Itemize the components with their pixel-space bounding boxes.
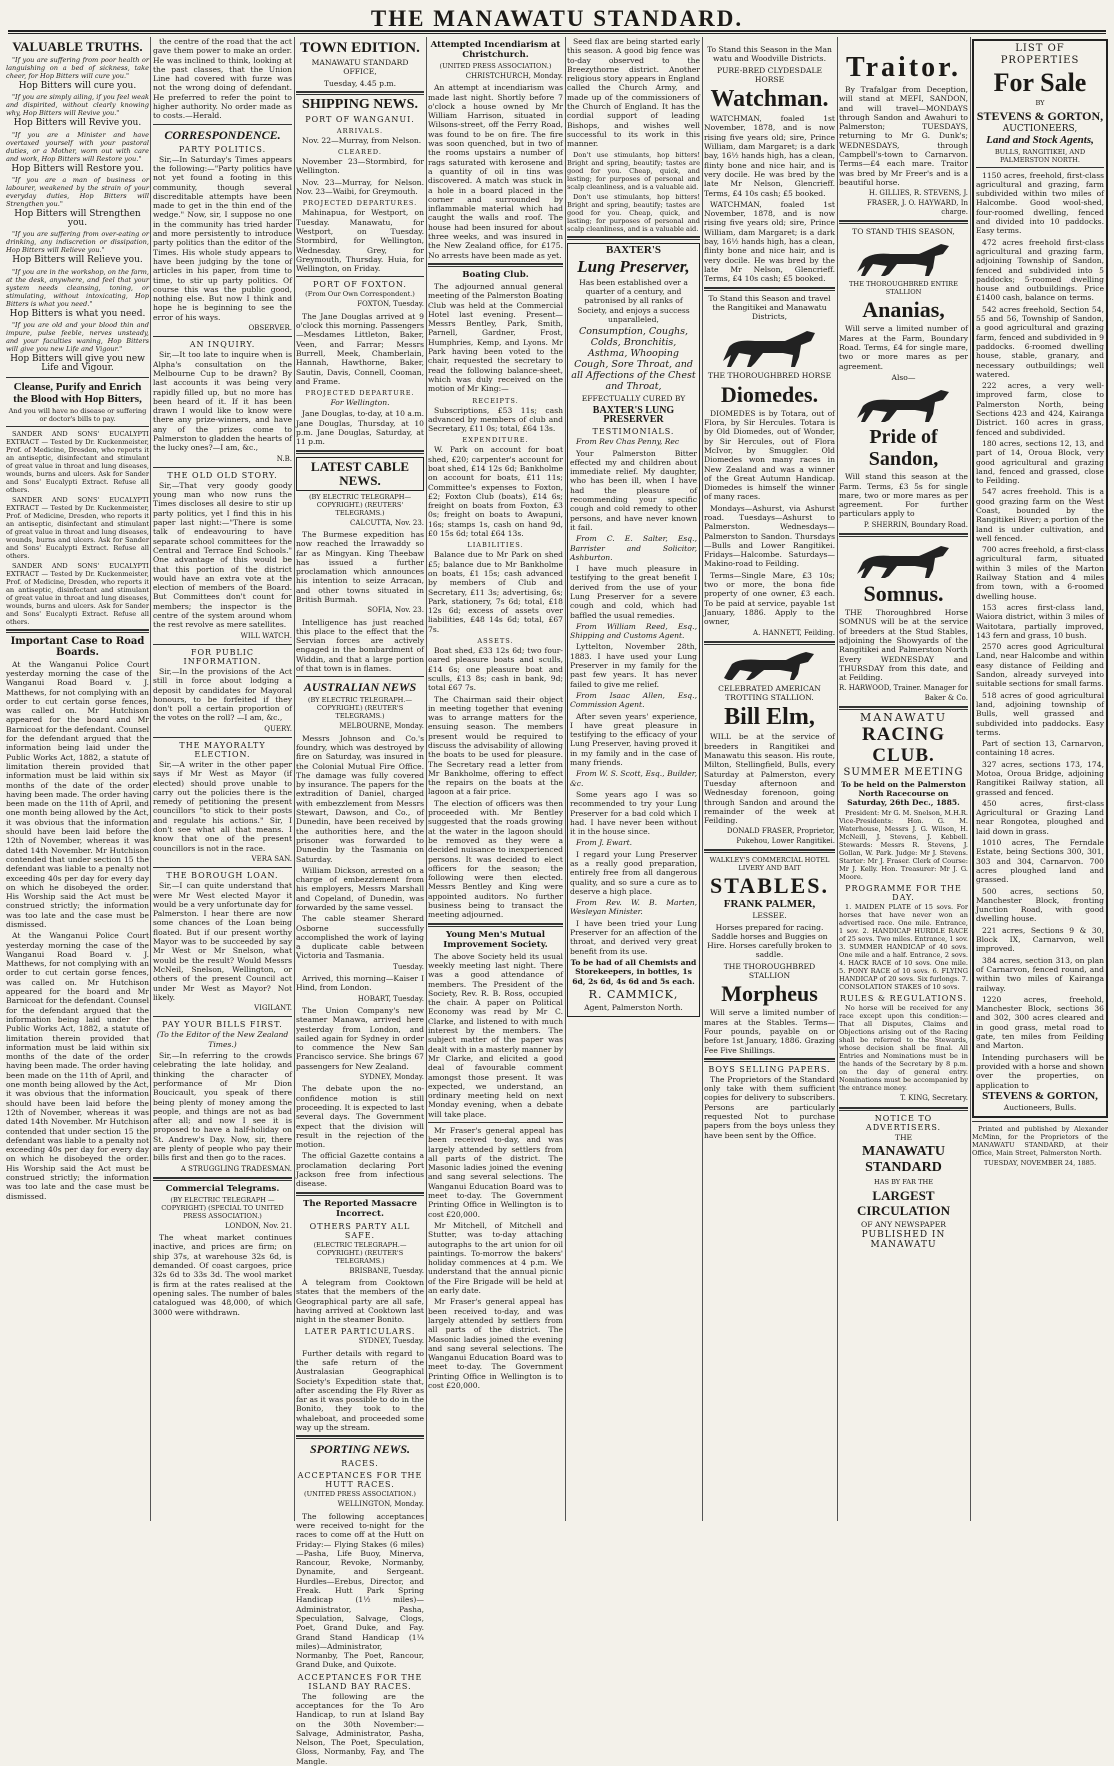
testimonial-text: I have been tried your Lung Preserver for an affection of the throat, and derived very great benefit from its use. [570, 918, 697, 956]
letter-heading: PARTY POLITICS. [178, 144, 267, 154]
letter-text: Sir,—I can quite understand that were Mr West elected Mayor it would be a very unfortunate day for Palmerston. I hear there are now some chances of the Loan being floated. But if our present worthy Mayor was to be succeeded by say Mr West or Mr Snelson, what would be the result? Would Messrs McNeil, Snelson, Wellington, or others of the present Council act under Mr West as Mayor? Not likely. [153, 881, 292, 1002]
divider [839, 1107, 968, 1111]
news-text: A telegram from Cooktown states that the members of the Geographical party are all safe, having arrived at Cooktown last night in the steamer Bonito. [296, 1277, 424, 1325]
intending-purchasers: Intending purchasers will be provided with a horse and shown over the properties, on application to [976, 1052, 1104, 1090]
testimonial-text: Some years ago I was so recommended to try your Lung Preserver for a bad cold which I had. I have never been without it in the house since. [570, 789, 697, 837]
column-6 [704, 37, 835, 1521]
property-item: 518 acres of good agricultural land, adjoining township of Bulls, well grassed and subdivided into paddocks. Easy terms. [976, 690, 1104, 737]
testimonial-from: From Isaac Allen, Esq., Commission Agent. [570, 690, 697, 710]
traitor-title: Traitor. [846, 52, 961, 83]
divider [704, 849, 835, 853]
ad-text: WILL be at the service of breeders in Rangitikei and Manawatu this season. His route, Milton, Stellingfield, Bulls, every Saturday at Palmerston, every Tuesday afternoon and Wednesday forenoon, going through Sandon and around the remainder of the week at Feilding. [704, 732, 835, 826]
dateline: CHRISTCHURCH, Monday. [465, 72, 563, 80]
truth-refrain: Hop Bitters will Revive you. [13, 118, 142, 129]
boating-club-heading: Boating Club. [462, 269, 529, 280]
shipping-text: November 23—Stormbird, for Wellington. [296, 157, 424, 176]
horse-illustration-icon [849, 238, 959, 278]
baxter-title: Lung Preserver, [577, 256, 690, 276]
divider [428, 263, 563, 267]
cable-text: Intelligence has just reached this place to the effect that the Servian forces are actively engaged in the bombardment of Widdin, and that a large portion of that town is in flames. [296, 617, 424, 674]
imprint: Printed and published by Alexander McMinn, for the Proprietors of the MANAWATU STANDARD, at their Office, Main Street, Palmerston North. [972, 1125, 1108, 1158]
letter-signature: VERA SAN. [251, 854, 292, 863]
divider [428, 923, 563, 927]
small-ad: Don't use stimulants, hop bitters! Bright and spring, beautify; tastes are good for you. Cheap, quick, and lasting; for purposes of personal and scalp cleanliness, and is a valuable aid. [567, 150, 700, 191]
cleanse-slogan: Cleanse, Purify and Enrich the Blood with Hop Bitters, [13, 380, 142, 405]
hop-bitters-heading: VALUABLE TRUTHS. [12, 39, 143, 54]
sanders-ad: SANDER AND SONS' EUCALYPTI EXTRACT — Tested by Dr. Kuckenmeister, Prof. of Medicine, Dresden, who reports it an antiseptic, disinfectant and stimulant of great value in throat and lung diseases, wounds, burns and ulcers. Ask for Sander and Sons' Eucalypti Extract. Refuse all others. [6, 495, 149, 560]
property-item: 542 acres freehold, Section 54, 55 and 56, Township of Sandon, a good agricultural and grazing farm, fenced and subdivided in 9 paddocks. 6-roomed dwelling house, stable, granary, and necessary outbuildings; well watered. [976, 304, 1104, 379]
news-text: Mr Fraser's general appeal has been received to-day, and was largely attended by settlers from all parts of the district. The Masonic ladies joined the evening and sang several selections. The Wanganui Education Board was to meet to-day. The Government Printing Office in Wellington is to cost £20,000. [428, 1297, 563, 1390]
subhead: (BY ELECTRIC TELEGRAPH.—COPYRIGHT.) (REUTER'S TELEGRAMS.) [307, 696, 413, 721]
news-text: Messrs Johnson and Co.'s foundry, which was destroyed by fire on Saturday, was insured in the Colonial Mutual Fire Office. The damage was fully covered by insurance. The papers for the extradition of Daniel, charged with embezzlement from Messrs Stewart, Dawson, and Co., of Dunedin, have been received by the authorities here, and the prisoner was forwarded to Dunedin by the Tasmania on Saturday. [296, 733, 424, 864]
subhead: (ELECTRIC TELEGRAPH.—COPYRIGHT.) (REUTER'S TELEGRAMS.) [313, 1240, 407, 1265]
notice-largest: LARGEST CIRCULATION [857, 1188, 950, 1219]
letter-heading: FOR PUBLIC INFORMATION. [183, 647, 262, 666]
divider [567, 236, 700, 240]
masthead-rule-thin [8, 33, 1106, 34]
testimonial-from: From Rev. W. B. Marten, Wesleyan Minister. [570, 898, 697, 917]
horse-illustration-icon [849, 384, 959, 424]
letter-heading: THE MAYORALTY ELECTION. [179, 741, 266, 759]
subhead: ASSETS. [477, 637, 514, 646]
ad-signature: T. KING, Secretary. [900, 1094, 968, 1103]
horse-kind: THE THOROUGHBRED HORSE [707, 371, 832, 381]
testimonial-text: Your Palmerston Bitter effected my and children about immediate relief. My daughter, who has been ill, when I have had the pleasure of recommending your specific cough and cold remedy to other persons, and have never known it fail. [570, 448, 697, 532]
masthead [0, 6, 1114, 32]
summer-meeting: SUMMER MEETING [843, 767, 964, 779]
property-item: 700 acres freehold, a first-class agricultural farm, situated within 3 miles of the Marton Railway Station and 4 miles from town, with a 6-roomed dwelling house. [976, 545, 1104, 601]
news-text: Mr Fraser's general appeal has been received to-day, and was largely attended by settlers from all parts of the district. The Masonic ladies joined the evening and sang several selections. The Wanganui Education Board was to meet to-day. The Government Printing Office in Wellington is to cost £20,000. [428, 1125, 563, 1219]
divider [296, 1192, 424, 1196]
commercial-heading: Commercial Telegrams. [165, 1183, 280, 1194]
truth-refrain: Hop Bitters will cure you. [18, 81, 137, 91]
divider [153, 867, 292, 868]
horse-illustration-icon [715, 323, 825, 369]
notice-standard: MANAWATU STANDARD [862, 1144, 945, 1176]
masthead-rule [8, 30, 1106, 32]
massacre-heading: The Reported Massacre Incorrect. [303, 1198, 417, 1219]
stables-owner: FRANK PALMER, [723, 898, 816, 910]
office-line: MANAWATU STANDARD OFFICE, [311, 58, 409, 77]
agent-place: Agent, Palmerston North. [584, 1002, 683, 1012]
divider [839, 533, 968, 537]
imprint-date: TUESDAY, NOVEMBER 24, 1885. [983, 1159, 1097, 1168]
divider [6, 377, 149, 378]
ananias-title: Ananias, [862, 297, 945, 323]
shipping-text: Jane Douglas, to-day, at 10 a.m. Jane Douglas, Thursday, at 10 p.m. Jane Douglas, Saturday, at 11 p.m. [296, 409, 424, 447]
sanders-ad: SANDER AND SONS' EUCALYPTI EXTRACT — Tested by Dr. Kuckenmeister, Prof. of Medicine, Dresden, who reports it an antiseptic, disinfectant and stimulant of great value in throat and lung diseases, wounds, burns and ulcers. Ask for Sander and Sons' Eucalypti Extract. Refuse all others. [6, 429, 149, 494]
column-1 [6, 37, 149, 1521]
column-8 [972, 37, 1108, 1521]
divider [296, 450, 424, 454]
somnus-title: Somnus. [863, 581, 944, 607]
baxter-cured: EFFECTUALLY CURED BY [581, 394, 686, 404]
dateline: MELBOURNE, Monday. [339, 722, 424, 731]
ad-text: WATCHMAN, foaled 1st November, 1878, and is now rising five years old; sire, Prince William, dam Margaret; is a dark bay, 16½ hands high, has a clean, flinty bone and nice hair, and is very docile. He was bred by the late Mr Nelson, Glencrieff. Terms, £4 10s cash; £5 booked. [704, 199, 835, 284]
letter-heading: THE BOROUGH LOAN. [166, 871, 279, 881]
column-7 [839, 37, 968, 1521]
horse-kind: THE THOROUGHBRED ENTIRE STALLION [849, 280, 958, 297]
property-item: 222 acres, a very well-improved farm, close to Palmerston North, being Sections 423 and 424, Kairanga District. 160 acres in grass, fenced and subdivided. [976, 381, 1104, 437]
dateline: SOFIA, Nov. 23. [367, 606, 424, 615]
watchman-title: Watchman. [710, 86, 829, 113]
ymmi-heading: Young Men's Mutual Improvement Society. [443, 929, 548, 950]
divider [296, 676, 424, 677]
divider [153, 1016, 292, 1017]
property-item: Part of section 13, Carnarvon, containing 18 acres. [976, 739, 1104, 758]
news-text: William Dickson, arrested on a charge of embezzlement from his employers, Messrs Marshall and Copeland, of Dunedin, was forwarded by the same vessel. [296, 865, 424, 912]
column-4 [428, 37, 563, 1521]
news-text: W. Park on account for boat shed, £20; carpenter's account for boat shed, £14 12s 6d; Bankholme on account for boats, £11 11s; Committee's expenses to Foxton, £2; Foxton Club (boats), £14 6s; freight on boats from Foxton, £3 0s; freight on boats to Awapuni, 16s; stamps 1s, cash on hand 9d, £0 15s 6d; total £64 13s. [428, 445, 563, 539]
road-boards-text: At the Wanganui Police Court yesterday morning the case of the Wanganui Road Board v. J. Matthews, for not complying with an order to cut certain gorse fences, was called on. Mr Hutchison appeared for the board and Mr Barnicoat for the defendant. Counsel for the defendant argued that the information being laid under the Public Works Act, 1882, a statute of limitation therein provided that information must be laid within six months of the date of the order having been made. The order having been made on the 11th of April, and one month being allowed by the Act, it was obvious that the information should have been laid before the 12th of November, whereas it was dated 14th November. Mr Hutchison contended that under section 15 the defendant was liable to a penalty not exceeding 40s per day for every day on which he disobeyed the order. His Worship said the Act must be construed strictly; the information was too late and the case must be dismissed. [6, 931, 149, 1201]
news-text: The Union Company's new steamer Manawa, arrived here yesterday from London, and sailed again for Sydney in order to commence the New San Francisco service. She brings 67 passengers for New Zealand. [296, 1005, 424, 1071]
letter-text: Sir,—A writer in the other paper says if Mr West as Mayor (if elected) should prove unable to carry out the policies there is the remedy of petitioning the present councillors "to stick to their posts and regulate his actions." Sir, I don't see what all that means. I know that one of the present councillors is not in the race. [153, 760, 292, 853]
divider [704, 1058, 835, 1062]
ad-text: Will serve a limited number of mares at the Stables. Terms—Four pounds, payable on or before 1st January, 1886. Grazing Fee Five Shillings. [704, 1008, 835, 1055]
stand-notice: To Stand this Season and travel the Rangitikei and Manawatu Districts, [708, 293, 831, 322]
truth-refrain: Hop Bitters will Relieve you. [12, 255, 143, 266]
stables-lessee: LESSEE. [752, 911, 787, 921]
cable-news-heading: LATEST CABLE NEWS. [296, 457, 424, 491]
stables-head: WALKLEY'S COMMERCIAL HOTEL LIVERY AND BAIT [709, 856, 830, 872]
ad-text: Horses prepared for racing. Saddle horses and Buggies on Hire. Horses carefully broken to saddle. [707, 922, 832, 960]
town-edition-heading: TOWN EDITION. [300, 40, 420, 56]
notice-heading: NOTICE TO ADVERTISERS. [865, 1113, 942, 1132]
baxter-name: BAXTER'S LUNG PRESERVER [592, 404, 675, 425]
small-ad: Don't use stimulants, hop bitters! Bright and spring, beautify; tastes are good for you. Cheap, quick, and lasting; for purposes of personal and scalp cleanliness, and is a valuable aid. [567, 192, 700, 233]
article-text: the centre of the road that the act gave them power to make an order. He was inclined to think, looking at the past classes, that the Union Line had covered with furze was not the wrong doing of defendant. He preferred to refer the point to higher authority. No order made as to costs.—Herald. [153, 37, 292, 121]
property-item: 450 acres, first-class Agricultural or Grazing Land near Rongotea, ploughed and laid down in grass. [976, 798, 1104, 836]
column-5 [567, 37, 700, 1521]
letter-heading: AN INQUIRY. [189, 340, 256, 350]
testimonial-from: From William Reed, Esq., Shipping and Customs Agent. [570, 621, 697, 641]
property-item: 472 acres freehold first-class agricultural and grazing farm, adjoining Township of Sandon, fenced and subdivided into 5 paddocks; 5-roomed dwelling house and outbuildings. Price £1400 cash, balance on terms. [976, 237, 1104, 303]
truth-item: "If you are a man of business or labourer, weakened by the strain of your everyday duties, Hop Bitters will Strengthen you." [6, 175, 149, 208]
testimonial-from: From Rev Chas Penny, Rec [576, 437, 680, 447]
subhead: LATER PARTICULARS. [304, 1327, 416, 1337]
baxter-name: BAXTER'S [605, 243, 662, 256]
firm-place: Auctioneers, Bulls. [1003, 1103, 1077, 1113]
dateline: Tuesday. [393, 962, 424, 971]
stand-notice: To Stand this Season in the Man watu and Woodville Districts. [707, 45, 832, 64]
ad-signature: P. SHERRIN, Boundary Road. [863, 520, 968, 529]
firm-name: STEVENS & GORTON, [982, 1089, 1098, 1102]
news-text: Further details with regard to the safe return of the Australasian Geographical Society's Expedition state that, after ascending the Fly River as far as it was possible to do in the Bonito, they took to the whaleboat, and proceeded some way up the stream. [296, 1348, 424, 1433]
port-heading: PORT OF WANGANUI. [305, 114, 415, 124]
divider [428, 1122, 563, 1123]
truth-refrain: Hop Bitters will Strengthen you. [14, 208, 141, 229]
dateline: HOBART, Tuesday. [357, 994, 424, 1003]
pride-title: Pride of Sandon, [868, 426, 939, 471]
column-rule [702, 37, 703, 1521]
boys-heading: BOYS SELLING PAPERS. [708, 1064, 831, 1074]
column-rule [426, 37, 427, 1521]
ad-text: THE Thoroughbred Horse SOMNUS will be at the service of breeders at the Stud Stables, adjoining the Showyards of the Rangitikei and Palmerston North Every WEDNESDAY and THURSDAY from this date, and at Feilding. [839, 608, 968, 683]
horse-kind: CELEBRATED AMERICAN TROTTING STALLION. [718, 683, 821, 703]
letter-text: Sir,—In referring to the crowds celebrating the late holiday, and thinking the character of performance of Mr Dion Boucicault, you speak of there being plenty of money among the people, and things are not as bad after all; and now I see it is proposed to have a half-holiday on St. Andrew's Day. Now, sir, there are plenty of people who pay their bills first and then go to the races. [153, 1051, 292, 1163]
property-item: 180 acres, sections 12, 13, and part of 14, Oroua Block, very good agricultural and grazing land, fenced and grassed, close to Feilding. [976, 438, 1104, 486]
column-rule [565, 37, 566, 1521]
officers: President: Mr G. M. Snelson, M.H.R. Vice-Presidents: Hon. G. M. Waterhouse, Messrs J. G. Wilson, H. McNeill, J. Stevens, J. Kebbell. Stewards: Messrs R. Stevens, J. Gollan, W. Park. Judge: Mr J. Stevens. Starter: Mr J. Fraser. Clerk of Course: Mr J. Kelly. Hon. Treasurer: Mr J. G. Moore. [839, 809, 968, 882]
truth-refrain: Hop Bitters will give you new Life and Vigour. [10, 354, 145, 374]
subhead: RECEIPTS. [472, 396, 519, 405]
divider [296, 1435, 424, 1439]
trotting-horse-icon [720, 648, 820, 682]
column-2 [153, 37, 292, 1521]
news-text: Seed flax are being started early this season. A good big fence was to-day observed to the Breezythorne district. Another religious story appears in England called the Church Army, and made up of the commissioners of the Church of England. It has the cordial support of leading Bishops, and wishes well successful to its work in this manner. [567, 37, 700, 149]
ad-signature: A. HANNETT, Feilding. [753, 628, 835, 637]
subhead: ACCEPTANCES FOR THE ISLAND BAY RACES. [297, 1672, 423, 1691]
road-boards-text: At the Wanganui Police Court yesterday morning the case of the Wanganui Road Board v. J. Matthews, for not complying with an order to cut certain gorse fences, was called on. Mr Hutchison appeared for the board and Mr Barnicoat for the defendant. Counsel for the defendant argued that the information being laid under the Public Works Act, 1882, a statute of limitation therein provided that information must be laid within six months of the date of the order having been made. The order having been made on the 11th of April, and one month being allowed by the Act, it was obvious that the information should have been laid before the 12th of November, whereas it was dated 14th November. Mr Hutchison contended that under section 15 the defendant was liable to a penalty not exceeding 40s per day for every day on which he disobeyed the order. His Worship said the Act must be construed strictly; the information was too late and the case must be dismissed. [6, 659, 149, 929]
dateline: LONDON, Nov. 21. [224, 1221, 292, 1230]
ad-text: By Trafalgar from Deception, will stand at MEFI, SANDON, and will travel—MONDAYS through Sandon and Awahuri to Palmerston; TUESDAYS, returning to Mr G. Dunk's; WEDNESDAYS, through Campbell's-town to Carnarvon. Terms—£4 each mare. Traitor was bred by Mr Freer's and is a beautiful horse. [839, 85, 968, 187]
subhead: (UNITED PRESS ASSOCIATION.) [439, 62, 552, 70]
programme-text: 1. MAIDEN PLATE of 15 sovs. For horses that have never won an advertised race. One mile. Entrance, 1 sov. 2. HANDICAP HURDLE RACE of 25 sovs. Two miles. Entrance, 1 sov. 3. SUMMER HANDICAP of 40 sovs. One mile and a half. Entrance, 2 sovs. 4. HACK RACE of 10 sovs. One mile. 5. PONY RACE of 10 sovs. 6. FLYING HANDICAP of 20 sovs. Six furlongs. 7. CONSOLATION STAKES of 10 sovs. [839, 903, 968, 992]
also-label: Also— [891, 372, 916, 382]
shipping-heading: SHIPPING NEWS. [302, 96, 418, 112]
dateline: CALCUTTA, Nov. 23. [350, 518, 424, 527]
letter-signature: QUERY. [264, 724, 292, 733]
subhead: OTHERS PARTY ALL SAFE. [309, 1221, 411, 1240]
dateline: SYDNEY, Monday. [359, 1073, 424, 1082]
shipping-text: Nov. 22—Murray, from Nelson. [302, 135, 422, 145]
divider [704, 287, 835, 291]
rules-heading: RULES & REGULATIONS. [839, 994, 968, 1004]
letter-subheading: (To the Editor of the New Zealand Times.) [156, 1030, 289, 1049]
divider [296, 91, 424, 95]
divider [153, 124, 292, 125]
column-rule [970, 37, 971, 1521]
news-text: Boat shed, £33 12s 6d; two four-oared pleasure boats and sculls, £14 6s; one pleasure boat and sculls, £13 8s; cash in bank, 9d; total £67 7s. [428, 646, 563, 693]
commercial-sub: (BY ELECTRIC TELEGRAPH — COPYRIGHT) (SPECIAL TO UNITED PRESS ASSOCIATION.) [161, 1195, 284, 1220]
news-text: The cable steamer Sherard Osborne successfully accomplished the work of laying a duplicate cable between Victoria and Tasmania. [296, 914, 424, 961]
property-item: 1010 acres, The Ferndale Estate, being Sections 300, 301, 303 and 304, Carnarvon. 700 acres ploughed land and grassed. [976, 838, 1104, 885]
property-item: 327 acres, sections 173, 174, Motoa, Oroua Bridge, adjoining Rangitikei Railway station, all grassed and fenced. [976, 759, 1104, 797]
news-text: The following acceptances were received to-night for the races to come off at the Hutt on Friday:— Flying Stakes (6 miles)—Pasha, Life Buoy, Minerva, Rancour, Revoke, Normanby, Dynamite, and Sergeant. Hurdles—Erebus, Director, and Freak. Hutt Park Spring Handicap (1½ miles)—Administrator, Pasha, Speculation, Salvage, Clogs, Poet, Grand Duke, and Fay. Grand Stand Handicap (1¼ miles)—Administrator, Normanby, The Poet, Rancour, Grand Duke, and Quixote. [296, 1511, 424, 1670]
racing-club-title: RACING CLUB. [861, 724, 946, 767]
truth-refrain: Hop Bitters is what you need. [9, 308, 146, 319]
news-text: An attempt at incendiarism was made last night. Shortly before 7 o'clock a house owned by Mr William Harrison, situated in Wilsons-street, off the Ferry Road, was found to be on fire. The fire was soon quenched, but in two of the rooms upstairs a number of rags saturated with kerosene and a quantity of oil in tins was discovered. A match was stuck in a hole in a board placed in the corner and surrounded by inflammable material which had caught the walls and roof. The house had been insured for about three weeks, and was insured in the New Zealand office, for £175. No arrests have been made as yet. [428, 83, 563, 260]
subhead: (BY ELECTRIC TELEGRAPH—COPYRIGHT.) (REUTERS' TELEGRAMS.) [308, 492, 412, 517]
subhead: CLEARED. [338, 148, 382, 157]
dateline: BRISBANE, Tuesday. [349, 1266, 424, 1275]
sporting-heading: SPORTING NEWS. [309, 1442, 411, 1457]
column-rule [150, 37, 151, 1521]
property-item: 547 acres freehold. This is a good grazing farm on the West Coast, bounded by the Rangitikei River; a portion of the land is under cultivation, and well fenced. [976, 487, 1104, 543]
testimonial-text: After seven years' experience, I have great pleasure in testifying to the efficacy of your Lung Preserver, having proved it in my family and in the case of many friends. [570, 711, 697, 768]
testimonial-text: I have much pleasure in testifying to the great benefit I derived from the use of your Lung Preserver for a severe cough and cold, which had baffled the usual remedies. [570, 564, 697, 620]
shipping-text: Mahinapua, for Westport, on Tuesday. Manawatu, for Westport, on Tuesday. Stormbird, for Wellington, Wednesday. Grey, for Greymouth, Thursday. Huia, for Wellington, on Friday. [296, 208, 424, 274]
subhead: TESTIMONIALS. [592, 427, 675, 437]
truth-refrain: Hop Bitters will Restore you. [11, 163, 144, 174]
correspondence-heading: CORRESPONDENCE. [164, 127, 281, 142]
subhead: PROJECTED DEPARTURE. [305, 389, 415, 398]
auctioneers-label: AUCTIONEERS, [1002, 124, 1078, 134]
subhead: (UNITED PRESS ASSOCIATION.) [304, 1490, 416, 1499]
stables-title: STABLES. [710, 873, 829, 898]
sold-by: To be had of all Chemists and Storekeepers, in bottles, 1s 6d, 2s 6d, 4s 6d and 5s each. [570, 957, 697, 986]
horse-illustration-icon [849, 540, 959, 580]
divider [153, 737, 292, 738]
letter-signature: N.B. [276, 454, 292, 463]
notice-any: OF ANY NEWSPAPER [861, 1220, 946, 1230]
by-label: BY [1035, 99, 1045, 107]
divider [839, 706, 968, 710]
subhead: RACES. [341, 1459, 379, 1469]
divider [153, 336, 292, 337]
baxter-diseases: Consumption, Coughs, Colds, Bronchitis, Asthma, Whooping Cough, Sore Throat, and all Affections of the Chest and Throat, [571, 326, 696, 393]
truth-item: "If you are suffering from poor health or languishing on a bed of sickness, take cheer, for Hop Bitters will cure you." [6, 56, 149, 80]
testimonial-text: Lyttelton, November 28th, 1883. I have used your Lung Preserver in my family for the past few years. It has never failed to give me relief. [570, 642, 697, 689]
property-item: 153 acres first-class land, Waiora district, within 3 miles of Waitotara, partially improved, 143 fern and grass, 10 bush. [976, 602, 1104, 640]
notice-has: HAS BY FAR THE [873, 1178, 934, 1187]
news-text: The debate upon the no-confidence motion is still proceeding. It is expected to last several days. The Government expect that the division will result in the rejection of the motion. [296, 1084, 424, 1150]
letter-signature: VIGILANT. [254, 1004, 292, 1013]
letter-signature: WILL WATCH. [240, 631, 292, 640]
ad-signature: R. HARWOOD, Trainer. Manager for Baker & Co. [839, 684, 968, 702]
divider [704, 641, 835, 645]
news-text: Subscriptions, £53 11s; cash advanced by members of club and Secretary, £11 0s; total, £64 13s. [428, 405, 563, 434]
agents-label: Land and Stock Agents, [986, 134, 1094, 147]
agent-name: R. CAMMICK, [588, 987, 679, 1001]
letter-signature: OBSERVER. [248, 324, 292, 333]
shipping-text: Nov. 23—Murray, for Nelson. Nov. 23—Waibi, for Greymouth. [296, 177, 424, 197]
newspaper-title: THE MANAWATU STANDARD. [370, 6, 744, 31]
places-label: BULLS, RANGITIKEI, AND PALMERSTON NORTH. [994, 147, 1086, 164]
diomedes-title: Diomedes. [720, 381, 819, 407]
truth-item: "If you are simply ailing, if you feel weak and dispirited, without clearly knowing why, Hop Bitters will Revive you." [6, 93, 149, 118]
ad-text: Will stand this season at the Farm. Terms, £3 5s for single mare, two or more mares as per agreement. For further particulars apply to [839, 472, 968, 519]
testimonial-from: From C. E. Salter, Esq., Barrister and Solicitor, Ashburton. [570, 534, 697, 562]
testimonial-text: I regard your Lung Preserver as a really good preparation, entirely free from all dangerous quality, and so sure a cure as to deserve a high place. [570, 849, 697, 896]
news-text: The election of officers was then proceeded with. Mr Bentley suggested that the roads growing at the water in the lagoon should be removed as they were a decided nuisance to inexperienced persons. It was decided to elect officers for the season; the following were then elected. Messrs Bentley and King were appointed auditors. No further business being to transact the meeting adjourned. [428, 798, 563, 920]
letter-text: Sir,—It too late to inquire when is Alpha's consultation on the Melbourne Cup to be drawn? By last accounts it was being very rapidly filled up, but no more has been heard of it. If it has been drawn I would like to know were there any prize-winners, and have any of the prizes come to Palmerston to gladden the hearts of the lucky ones?—I am, &c., [153, 350, 292, 453]
australian-news-heading: AUSTRALIAN NEWS [303, 680, 417, 695]
cleanse-sub: And you will have no disease or suffering or doctor's bills to pay. [8, 406, 147, 423]
ad-text: WATCHMAN, foaled 1st November, 1878, and is now rising five years old; sire, Prince William, dam Margaret; is a dark bay, 16½ hands high, has a clean, flinty bone and nice hair, and is very docile. He was bred by the late Mr Nelson, Glencrieff. Terms, £4 10s cash; £5 booked. [704, 114, 835, 198]
rules-text: No horse will be received for any race except upon this condition:—That all Disputes, Claims and Objections arising out of the Racing shall be referred to the Stewards, whose decision shall be final. All Entries and Nominations must be in the hands of the Secretary by 8 p.m. on the day of general entry. Nominations must be accompanied by the entrance money. [839, 1004, 968, 1093]
shipping-text: The Jane Douglas arrived at 9 o'clock this morning. Passengers—Mesdames Littleton, Baker, Veen, and Farrar; Messrs Burrell, Meek, Chamberlain, Hannah, Hawthorne, Baker, Sautin, Davis, Connell, Cooman, and Frame. [296, 311, 424, 386]
racing-club-name: MANAWATU [859, 710, 948, 724]
truth-list [6, 56, 149, 374]
ad-signature: H. GILLIES, R. STEVENS, J. FRASER, J. O. HAYWARD, In charge. [866, 189, 968, 216]
news-text: The following are the acceptances for the To Aro Handicap, to run at Island Bay on the 30th November:—Salvage, Administrator, Pasha, Nelson, The Poet, Speculation, Gloss, Normanby, Fay, and The Mangle. [296, 1691, 424, 1766]
stand-notice: TO STAND THIS SEASON, [852, 227, 955, 237]
divider [976, 167, 1104, 168]
properties-advert [972, 39, 1108, 1118]
divider [153, 467, 292, 468]
truth-item: "If you are in the workshop, on the farm, at the desk, anywhere, and feel that your system needs cleansing, toning, or stimulating, without intoxicating, Hop Bitters is what you need." [6, 267, 149, 308]
ad-signature: DONALD FRASER, Proprietor, Pukehou, Lower Rangitikei. [726, 827, 835, 845]
dateline: FOXTON, Tuesday. [357, 300, 424, 309]
cable-text: The Burmese expedition has now reached the Irrawaddy so far as Mingyan. King Theebaw has issued a further proclamation which announces his intention to seize Arracan, and other towns situated in British Burmah. [296, 529, 424, 604]
sanders-ad: SANDER AND SONS' EUCALYPTI EXTRACT — Tested by Dr. Kuckenmeister, Prof. of Medicine, Dresden, who reports it an antiseptic, disinfectant and stimulant of great value in throat and lung diseases, wounds, burns and ulcers. Ask for Sander and Sons' Eucalypti Extract. Refuse all others. [6, 561, 149, 626]
letter-heading: PAY YOUR BILLS FIRST. [162, 1020, 283, 1030]
news-text: Arrived, this morning—Kaiser I Hind, from London. [296, 974, 424, 993]
truth-item: "If you are old and your blood thin and impure, pulse feeble, nerves unsteady, and your faculties waning, Hop Bitters will give you new Life and Vigour." [6, 321, 149, 354]
baxter-text: Has been established over a quarter of a century, and patronised by all ranks of Society, and enjoys a success unparalleled, [577, 277, 690, 325]
for-sale-title: For Sale [993, 68, 1087, 97]
dateline: SYDNEY, Tuesday. [358, 1337, 424, 1346]
dateline: WELLINGTON, Monday. [337, 1500, 424, 1509]
property-item: 221 acres, Sections 9 & 30, Block IX, Carnarvon, well improved. [976, 925, 1104, 954]
testimonial-from: From J. Ewart. [576, 838, 633, 848]
meeting-date: To be held on the Palmerston North Racecourse on Saturday, 26th Dec., 1885. [841, 779, 966, 808]
ad-text: The Proprietors of the Standard only take with them sufficient copies for delivery to subscribers. Persons are particularly requested Not to purchase papers from the boys unless they have been sent by the Office. [704, 1074, 835, 1140]
property-item: 500 acres, sections 50, Manchester Block, fronting Junction Road, with good dwelling house. [976, 886, 1104, 924]
news-text: Mr Mitchell, of Mitchell and Stutter, was to-day attaching autographs to the art union for oil paintings. To-morrow the bakers' holiday commences at 4 p.m. We understand that the annual picnic of the Fire Brigade will be held at an early date. [428, 1220, 563, 1296]
notice-published: PUBLISHED IN MANAWATU [861, 1230, 946, 1250]
incendiarism-heading: Attempted Incendiarism at Christchurch. [430, 40, 561, 60]
column-rule [294, 37, 295, 1521]
news-text: The above Society held its usual weekly meeting last night. There was a good attendance of members. The President of the Society, Rev. R. B. Ross, occupied the chair. A paper on Political Economy was read by Mr C. Clarke, and listened to with much interest by the members. The subject matter of the paper was dealt with in a masterly manner by Mr Clarke, and elicited a good deal of favourable comment amongst those present. It was expected, we understand, an ordinary meeting held on next Monday evening, when a debate will take place. [428, 951, 563, 1119]
ad-text: Mondays—Ashurst, via Ashurst road. Tuesdays—Ashurst to Palmerston. Wednesdays—Palmerston to Sandon. Thursdays—Bulls and Lower Rangitikei. Fridays—Halcombe. Saturdays—Makino-road to Feilding. [704, 503, 835, 569]
letter-signature: A STRUGGLING TRADESMAN. [180, 1164, 292, 1173]
horse-kind: PURE-BRED CLYDESDALE HORSE [716, 65, 823, 84]
ad-text: DIOMEDES is by Totara, out of Flora, by Sir Hercules. Totara is by Old Diomedes, out of Wonder, by Sir Hercules, out of Flora McIvor, by Smuggler. Old Diomedes won many races in New Zealand and was a winner of the Great Autumn Handicap. Diomedes is himself the winner of many races. [704, 408, 835, 502]
letter-heading: THE OLD OLD STORY. [167, 470, 278, 480]
subhead: ACCEPTANCES FOR THE HUTT RACES. [297, 1471, 423, 1490]
subhead: For Wellington. [330, 398, 390, 408]
subhead: (From Our Own Correspondent.) [305, 290, 415, 299]
notice-the: THE [894, 1132, 913, 1142]
horse-kind: THE THOROUGHBRED STALLION [723, 961, 816, 981]
letter-text: Sir,—In Saturday's Times appears the following:—"Party politics have not yet found a footing in this community, though several discreditable attempts have been made to get in the thin end of the wedge." Now, sir, I suppose no one in the community has tried harder and more persistently to introduce party politics than the editor of the Times. His whole study appears to have been judging by the tone of articles in his paper, from time to time, to stir up party politics. Of course this was the public good, nothing else. But now I think and hope he is beginning to see the error of his ways. [153, 154, 292, 322]
divider [296, 276, 424, 277]
list-heading: LIST OF PROPERTIES [1000, 43, 1080, 66]
port-heading: PORT OF FOXTON. [313, 280, 407, 290]
divider [6, 629, 149, 633]
ad-text: Will serve a limited number of Mares at the Farm, Boundary Road. Terms, £4 for single mare, two or more mares as per agreement. [839, 324, 968, 371]
road-boards-heading: Important Case to Road Boards. [10, 635, 145, 658]
column-rule [837, 37, 838, 1521]
ad-text: Terms—Single Mare, £3 10s; two or more, the bona fide property of one owner, £3 each. To be paid at service, payable 1st January, 1886. Apply to the owner, [704, 570, 835, 627]
commercial-text: The wheat market continues inactive, and prices are firm; on ship 37s, at warehouse 32s 6d, is demanded. Of coast cargoes, price 32s 6d to 33s 3d. The wool market is firm at the rates realised at the opening sales. The number of bales catalogued was 48,000, of which 3000 were withdrawn. [153, 1233, 292, 1317]
subhead: EXPENDITURE. [462, 436, 529, 445]
truth-item: "If you are suffering from over-eating or drinking, any indiscretion or dissipation, Hop Bitters will Relieve you." [6, 230, 149, 255]
news-text: The official Gazette contains a proclamation declaring Port Jackson free from infectious disease. [296, 1151, 424, 1189]
programme-heading: PROGRAMME FOR THE DAY. [845, 884, 962, 903]
letter-text: Sir,—That very goody goody young man who now runs the Times discloses all desire to stir up party politics, yet I find this in his paper last night:—"There is some talk of endeavouring to have separate school committees for the Central and Terrace End Schools." One advantage of this would be that this portion of the district would have an extra vote at the election of members of the Board. But Committees don't count for members; the inspector is the centre of the system around whom the rest revolve as mere satellites. [153, 480, 292, 630]
divider [839, 220, 968, 224]
divider [972, 1121, 1108, 1122]
column-3 [296, 37, 424, 1766]
truth-item: "If you are a Minister and have overtaxed yourself with your pastoral duties, or a Mother, worn out with care and work, Hop Bitters will Restore you." [6, 130, 149, 163]
subhead: ARRIVALS. [336, 126, 384, 135]
subhead: PROJECTED DEPARTURES. [302, 199, 418, 208]
divider [6, 426, 149, 427]
news-text: The adjourned annual general meeting of the Palmerston Boating Club was held at the Commercial Hotel last evening. Present—Messrs Bentley, Park, Smith, Parnell, Gardner, Frost, Humphries, Kemp, and Lyons. Mr Park having been voted to the chair, requested the secretary to read the following balance-sheet, which was duly received on the motion of Mr King:— [428, 281, 563, 394]
bill-elm-title: Bill Elm, [724, 704, 815, 731]
edition-time: Tuesday, 4.45 p.m. [323, 78, 397, 88]
morpheus-title: Morpheus [721, 981, 818, 1007]
testimonial-from: From W. S. Scott, Esq., Builder, &c. [570, 769, 697, 788]
divider [153, 1177, 292, 1181]
property-item: 2570 acres good Agricultural Land, near Halcombe and within easy distance of Feilding and Sandon, already surveyed into suitable sections for small farms. [976, 642, 1104, 689]
baxter-advert [567, 243, 700, 1018]
property-item: 384 acres, section 313, on plan of Carnarvon, fenced round, and within two miles of Kairanga railway. [976, 955, 1104, 993]
news-text: Balance due to Mr Park on shed £5; balance due to Mr Bankholme on boats, £1 15s; cash advanced by members of Club and Secretary, £11 3s; advertising, 6s; Park, stationery, 7s 6d; total, £18 12s 6d; excess of assets over liabilities, £48 14s 6d; total, £67 7s. [428, 550, 563, 634]
letter-text: Sir,—In the provisions of the Act still in force about lodging a deposit by candidates for Mayoral honours, to be forfeited if they don't poll a certain proportion of the votes on the roll? —I am, &c., [153, 666, 292, 723]
property-item: 1150 acres, freehold, first-class agricultural and grazing, farm subdivided within two miles of Halcombe. Good wool-shed, four-roomed dwelling, fenced and divided into 10 paddocks. Easy terms. [976, 170, 1104, 236]
firm-name: STEVENS & GORTON, [976, 109, 1104, 123]
subhead: LIABILITIES. [467, 541, 524, 550]
news-text: The Chairman said their object in meeting together that evening was to arrange matters for the ensuing season. The members present would be required to discuss the advisability of allowing the boats to be used for pleasure. The Secretary read a letter from Mr Bankholme, offering to effect the repairs on the boats at the lagoon at a fair price. [428, 694, 563, 797]
property-item: 1220 acres, freehold, Manchester Block, sections 36 and 302, 300 acres cleared and in good grass, metal road to gate, ten miles from Feilding and Marton. [976, 994, 1104, 1051]
divider [153, 644, 292, 645]
